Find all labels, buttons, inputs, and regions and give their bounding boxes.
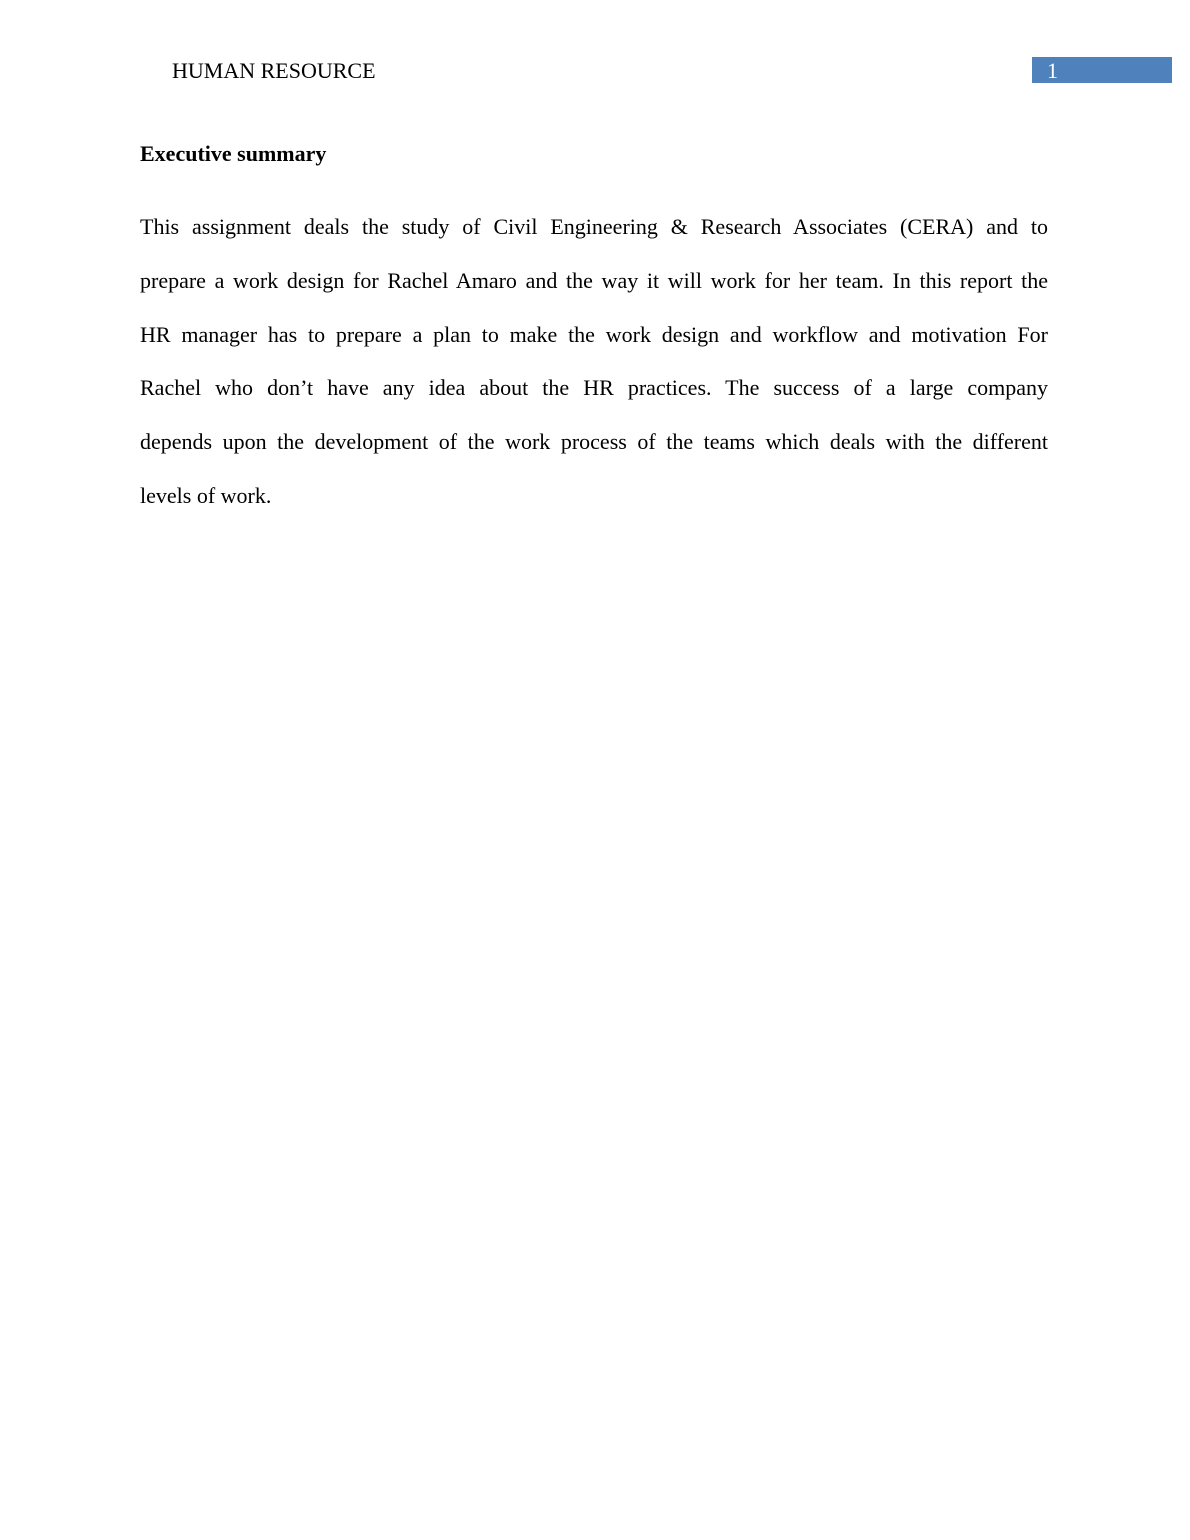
body-paragraph bbox=[140, 200, 1048, 523]
running-header-title: HUMAN RESOURCE bbox=[172, 58, 376, 83]
paragraph-line: Rachel who don’t have any idea about the HR practices. The success of a large company bbox=[140, 375, 1048, 401]
paragraph-line: depends upon the development of the work process of the teams which deals with the different bbox=[140, 429, 1048, 455]
paragraph-line: HR manager has to prepare a plan to make the work design and workflow and motivation For bbox=[140, 321, 1048, 347]
paragraph-line: levels of work. bbox=[140, 482, 272, 508]
paragraph-line: This assignment deals the study of Civil Engineering & Research Associates (CERA) and to bbox=[140, 214, 1048, 239]
section-heading: Executive summary bbox=[140, 141, 327, 166]
paragraph-line: prepare a work design for Rachel Amaro and the way it will work for her team. In this report the bbox=[140, 267, 1048, 293]
page-number-badge bbox=[1032, 57, 1172, 83]
page-number: 1 bbox=[1047, 58, 1058, 83]
